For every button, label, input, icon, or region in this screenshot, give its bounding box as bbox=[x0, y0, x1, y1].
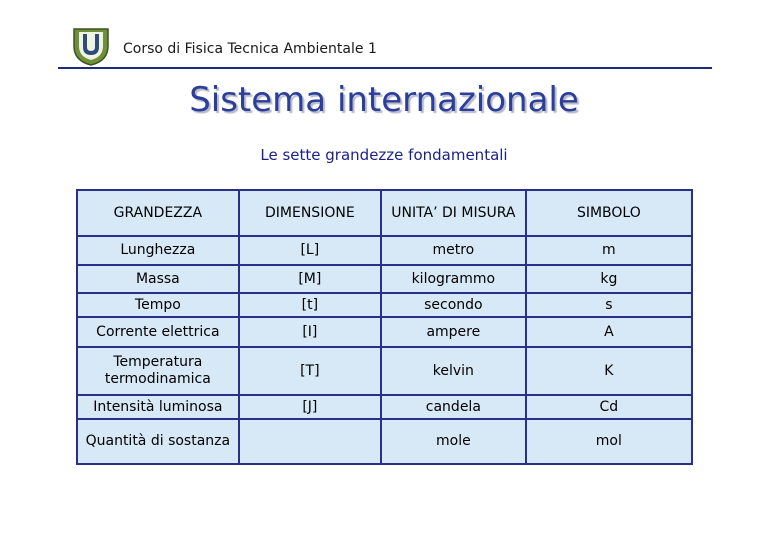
table-cell bbox=[239, 419, 381, 464]
table-cell: Lunghezza bbox=[77, 236, 239, 265]
table-row bbox=[77, 236, 692, 265]
table-cell: [I] bbox=[239, 317, 381, 347]
table-cell: [t] bbox=[239, 293, 381, 317]
header-cell: SIMBOLO bbox=[526, 190, 692, 236]
table-cell: Temperatura termodinamica bbox=[77, 347, 239, 395]
table-cell: [J] bbox=[239, 395, 381, 419]
university-logo bbox=[72, 26, 110, 66]
table-cell: kilogrammo bbox=[381, 265, 526, 293]
table-cell: Cd bbox=[526, 395, 692, 419]
table-cell: metro bbox=[381, 236, 526, 265]
table-row bbox=[77, 419, 692, 464]
table-cell: Quantità di sostanza bbox=[77, 419, 239, 464]
header-cell: UNITA’ DI MISURA bbox=[381, 190, 526, 236]
table-cell: Corrente elettrica bbox=[77, 317, 239, 347]
table-cell: [M] bbox=[239, 265, 381, 293]
table-cell: [T] bbox=[239, 347, 381, 395]
table-cell: kg bbox=[526, 265, 692, 293]
table-cell: candela bbox=[381, 395, 526, 419]
header-cell: GRANDEZZA bbox=[77, 190, 239, 236]
table-row bbox=[77, 317, 692, 347]
table-cell: Tempo bbox=[77, 293, 239, 317]
table-cell: Intensità luminosa bbox=[77, 395, 239, 419]
table-cell: ampere bbox=[381, 317, 526, 347]
table-cell: mol bbox=[526, 419, 692, 464]
table-header-row bbox=[77, 190, 692, 236]
table-cell: A bbox=[526, 317, 692, 347]
table-row bbox=[77, 293, 692, 317]
table-cell: secondo bbox=[381, 293, 526, 317]
header-divider bbox=[58, 67, 712, 69]
table-cell: s bbox=[526, 293, 692, 317]
table-row bbox=[77, 347, 692, 395]
table-cell: Massa bbox=[77, 265, 239, 293]
table-cell: kelvin bbox=[381, 347, 526, 395]
course-title: Corso di Fisica Tecnica Ambientale 1 bbox=[123, 41, 377, 57]
table-row bbox=[77, 395, 692, 419]
table-cell: m bbox=[526, 236, 692, 265]
table-cell: K bbox=[526, 347, 692, 395]
slide-title: Sistema internazionale bbox=[189, 80, 579, 120]
si-units-table bbox=[76, 189, 693, 465]
header-cell: DIMENSIONE bbox=[239, 190, 381, 236]
slide-subtitle: Le sette grandezze fondamentali bbox=[260, 146, 508, 164]
table-cell: [L] bbox=[239, 236, 381, 265]
table-row bbox=[77, 265, 692, 293]
table-cell: mole bbox=[381, 419, 526, 464]
